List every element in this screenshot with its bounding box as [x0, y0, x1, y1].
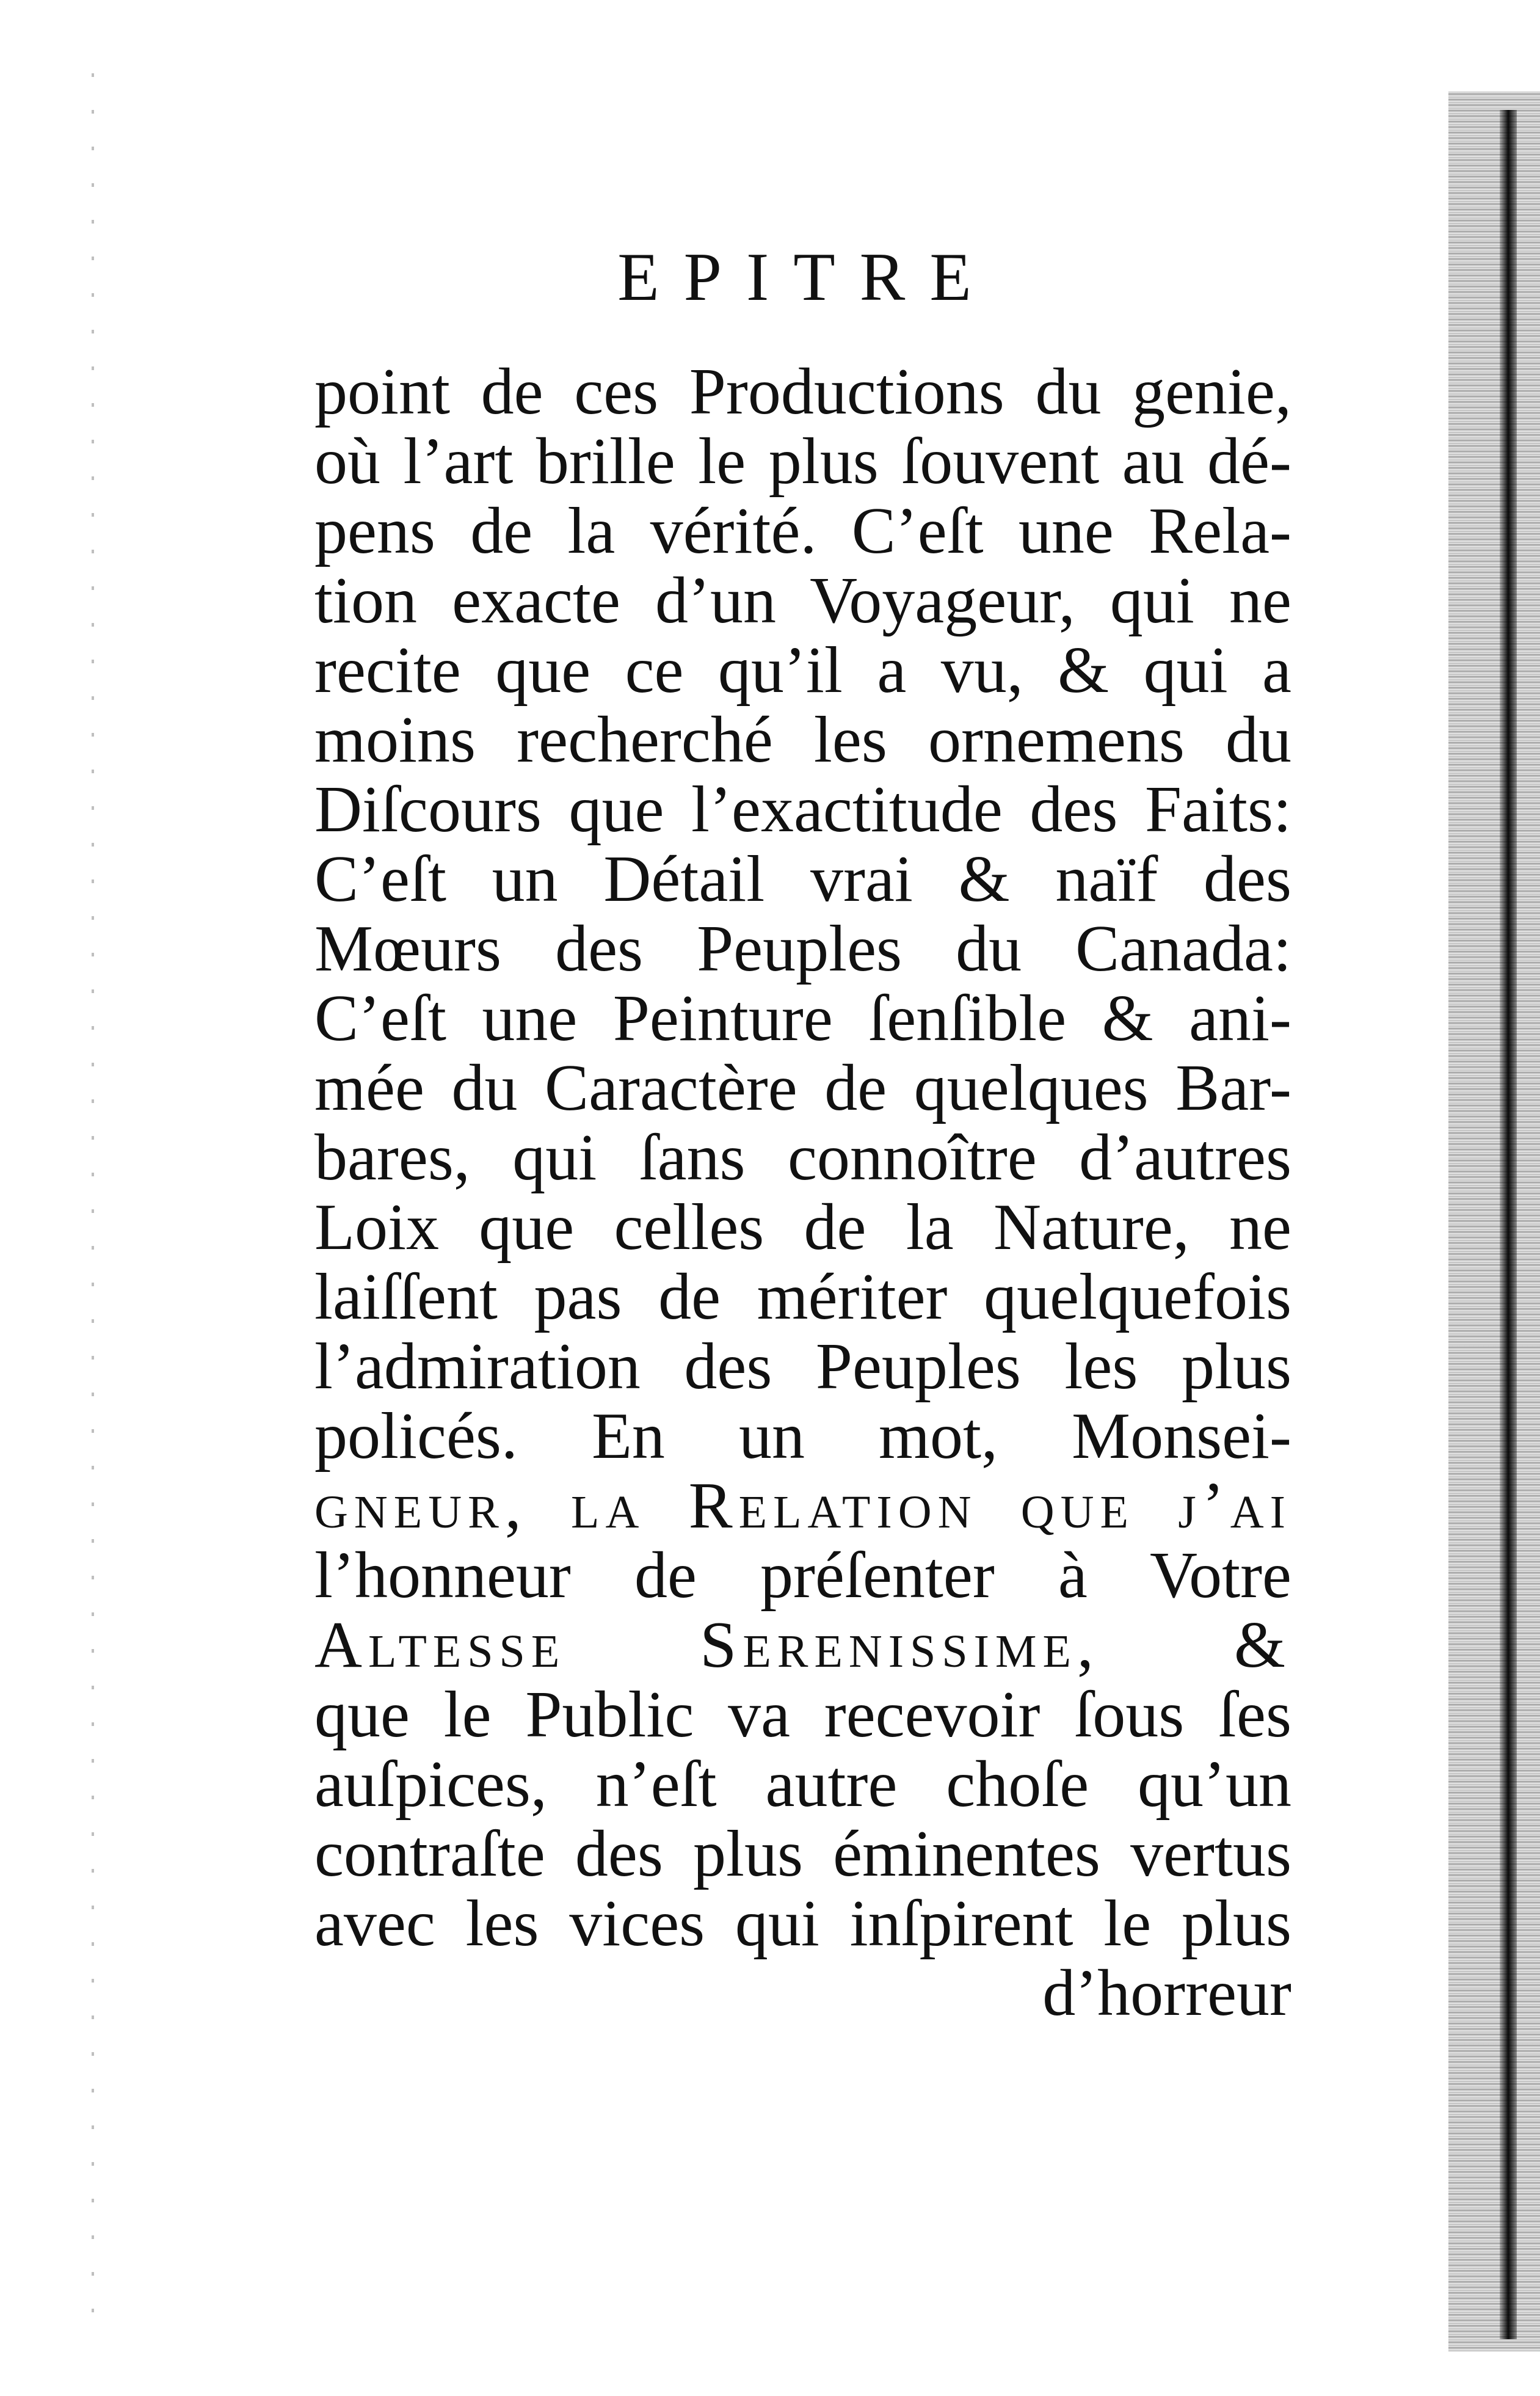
- text-line-6: moins recherché les ornemens du: [314, 704, 1291, 776]
- text-line-4: tion exacte d’un Voyageur, qui ne: [314, 564, 1291, 637]
- text-line-5: recite que ce qu’il a vu, & qui a: [314, 634, 1291, 707]
- text-line-1: point de ces Productions du genie,: [314, 355, 1291, 428]
- spine-shadow: [1448, 92, 1540, 2351]
- text-line-11: mée du Caractère de quelques Bar-: [314, 1052, 1291, 1124]
- body-text: [314, 357, 1291, 2028]
- text-line-22: contraſte des plus éminentes vertus: [314, 1818, 1291, 1890]
- text-line-15: l’admiration des Peuples les plus: [314, 1330, 1291, 1403]
- text-line-8: C’eſt un Détail vrai & naïf des: [314, 843, 1291, 916]
- text-line-17: gneur, la Relation que j’ai: [314, 1469, 1291, 1542]
- running-head: EPITRE: [617, 239, 996, 315]
- text-line-9: Mœurs des Peuples du Canada:: [314, 912, 1291, 985]
- text-line-18: l’honneur de préſenter à Votre: [314, 1539, 1291, 1612]
- text-line-16: policés. En un mot, Monsei-: [314, 1400, 1291, 1473]
- text-line-23: avec les vices qui inſpirent le plus: [314, 1887, 1291, 1960]
- text-line-19: Altesse Serenissime, &: [314, 1609, 1291, 1681]
- spine-edge: [1500, 110, 1517, 2339]
- text-line-13: Loix que celles de la Nature, ne: [314, 1191, 1291, 1264]
- text-line-7: Diſcours que l’exactitude des Faits:: [314, 773, 1291, 846]
- text-line-3: pens de la vérité. C’eſt une Rela-: [314, 495, 1291, 567]
- text-line-14: laiſſent pas de mériter quelquefois: [314, 1261, 1291, 1333]
- text-line-12: bares, qui ſans connoître d’autres: [314, 1121, 1291, 1194]
- text-line-20: que le Public va recevoir ſous ſes: [314, 1678, 1291, 1751]
- text-line-21: auſpices, n’eſt autre choſe qu’un: [314, 1748, 1291, 1821]
- text-line-10: C’eſt une Peinture ſenſible & ani-: [314, 982, 1291, 1055]
- text-line-2: où l’art brille le plus ſouvent au dé-: [314, 425, 1291, 498]
- left-margin-speckle: [92, 73, 94, 2333]
- catchword: d’horreur: [1042, 1957, 1291, 2030]
